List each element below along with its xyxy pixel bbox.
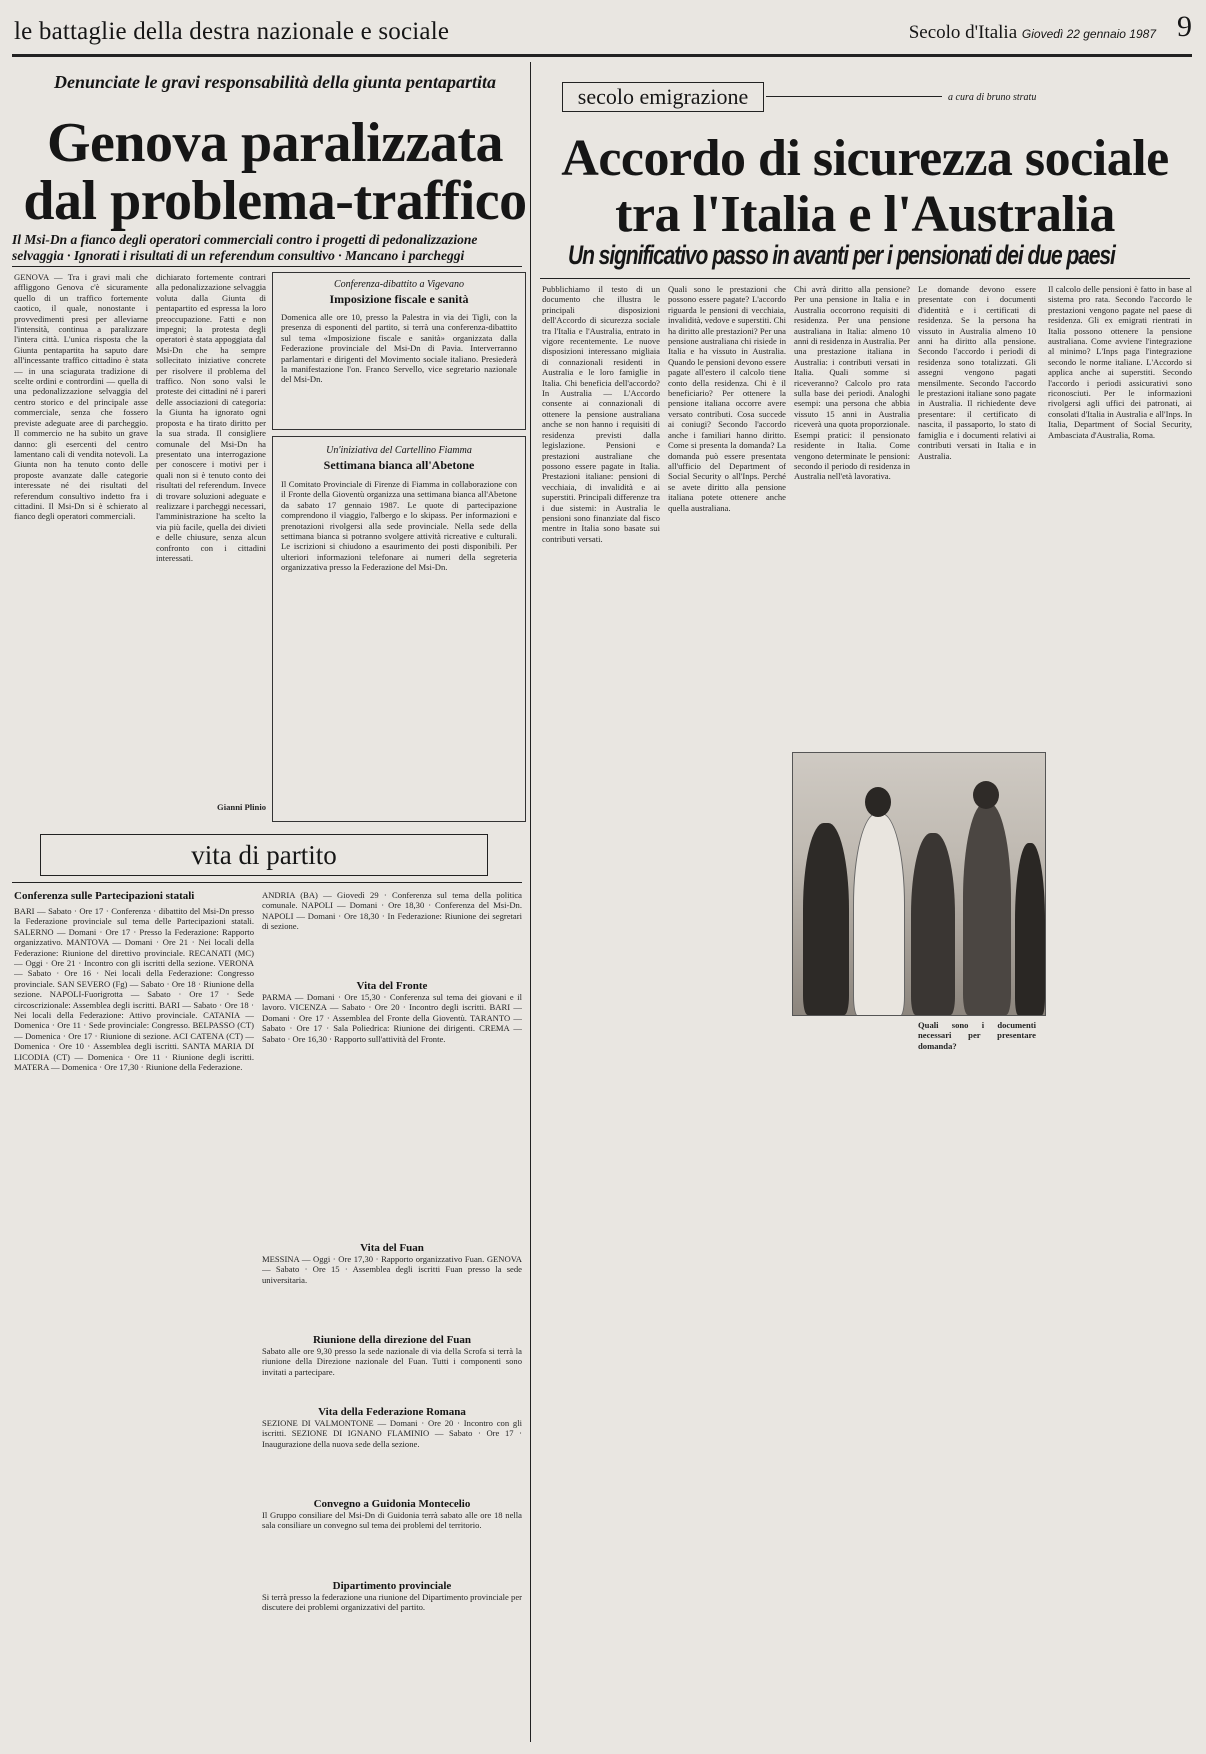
article-column-1: GENOVA — Tra i gravi mali che affliggono Genova c'è sicuramente quello di un traffico fortemente caotico, il quale, nonostante i provvedimenti presi per alleviarne l'intensità, continua a paralizzare l'intera città. L'unica risposta che la Giunta pentapartita ha saputo dare all'incessante traffico cittadino è stata — in una sciagurata tradizione di scelte ordini e contrordini — quella di una pedonalizzazione selvaggia del centro storico e del principale asse commerciale, senza che fossero previste adeguate aree di parcheggio. Il commercio ne ha subito un grave danno: gli esercenti del centro lamentano cali di vendita notevoli. La Giunta non ha tenuto conto delle proposte avanzate dalle categorie interessate né dei risultati del referendum consultivo indetto fra i cittadini. Il Msi-Dn si è schierato al fianco degli operatori commerciali.: [14, 272, 148, 522]
vita-column-1: [14, 890, 254, 1740]
section-editor: a cura di bruno stratu: [948, 92, 1037, 103]
issue-date: Giovedì 22 gennaio 1987: [1021, 27, 1156, 41]
photo-caption: Quali sono i documenti necessari per presentare domanda?: [918, 1020, 1036, 1051]
page-divider: [530, 62, 531, 1742]
box-settimana-body: Il Comitato Provinciale di Firenze di Fiamma in collaborazione con il Fronte della Gioventù organizza una settimana bianca all'Abetone da sabato 17 gennaio 1987. Le quote di partecipazione comprendono il viaggio, l'albergo e lo skipass. Per informazioni e prenotazioni rivolgersi alla sede provinciale. Nella sede della settimana bianca si potranno svolgere attività ricreative e culturali. Le iscrizioni si chiudono a esaurimento dei posti disponibili. Per ulteriori informazioni telefonare ai numeri della segreteria organizzativa presso la Federazione del Msi-Dn.: [281, 479, 517, 573]
vita-col2c: MESSINA — Oggi · Ore 17,30 · Rapporto organizzativo Fuan. GENOVA — Sabato · Ore 15 · Assemblea degli iscritti Fuan presso la sede universitaria.: [262, 1254, 522, 1285]
section-secolo-emigrazione: secolo emigrazione: [562, 82, 764, 112]
masthead-rule: [12, 54, 1192, 57]
box-conferenza-title: Imposizione fiscale e sanità: [329, 292, 469, 306]
vita-rule: [12, 882, 522, 883]
news-photo: [792, 752, 1046, 1016]
article-kicker: Denunciate le gravi responsabilità della giunta pentapartita: [53, 72, 497, 92]
box-settimana-title: Settimana bianca all'Abetone: [323, 458, 475, 472]
emigrazione-column-1: Pubblichiamo il testo di un documento che illustra le principali disposizioni dell'Accordo di sicurezza sociale tra l'Italia e l'Australia, entrato in vigore recentemente. Le nuove disposizioni interessano migliaia di connazionali residenti in Australia e le loro famiglie in Italia. Chi beneficia dell'accordo? In Australia — L'Accordo consente ai connazionali di ottenere la pensione australiana anche se non hanno i requisiti di residenza previsti dalla legislazione. Pensioni e prestazioni australiane che possono essere pagate in Italia. Prestazioni italiane: pensioni di vecchiaia, di invalidità e ai superstiti. Principali differenze tra i due sistemi: in Australia le pensioni sono finanziate dal fisco mentre in Italia sono basate sui contributi versati.: [542, 284, 660, 544]
section-rule: [766, 96, 942, 97]
article-headline-2: dal problema-traffico: [23, 170, 527, 232]
emigrazione-deck: Un significativo passo in avanti per i pensionati dei due paesi: [568, 240, 1115, 270]
vita-col1-body: BARI — Sabato · Ore 17 · Conferenza · dibattito del Msi-Dn presso la Federazione provinciale sul tema delle Partecipazioni statali. SALERNO — Domani · Ore 17 · Presso la Federazione: Rapporto organizzativo. MANTOVA — Domani · Ore 21 · Nei locali della Federazione: Riunione del direttivo provinciale. RECANATI (MC) — Oggi · Ore 21 · Incontro con gli iscritti della sezione. VERONA — Sabato · Ore 16 · Nei locali della Federazione: Congresso provinciale. SAN SEVERO (Fg) — Sabato · Ore 18 · Riunione della sezione. NAPOLI-Fuorigrotta — Sabato · Ore 17 · Sede circoscrizionale: Assemblea degli iscritti. BARI — Sabato · Ore 18 · Nei locali della Federazione: Attivo provinciale. CATANIA — Domenica · Ore 11 · Sede provinciale: Congresso. BELPASSO (CT) — Domenica · Ore 17 · Riunione di sezione. ACI CATENA (CT) — Domenica · Ore 10 · Assemblea degli iscritti. SANTA MARIA DI LICODIA (CT) — Domenica · Ore 11 · Riunione degli iscritti. MATERA — Domenica · Ore 17,30 · Riunione della Federazione.: [14, 906, 254, 1073]
vita-dipartimento-title: Dipartimento provinciale: [332, 1580, 452, 1592]
section-title: le battaglie della destra nazionale e sociale: [14, 18, 450, 45]
vita-col1-title: Conferenza sulle Partecipazioni statali: [14, 890, 195, 902]
emigrazione-headline-1: Accordo di sicurezza sociale: [561, 130, 1169, 187]
box-conferenza: [272, 272, 526, 430]
emigrazione-column-2: Quali sono le prestazioni che possono essere pagate? L'accordo riguarda le pensioni di vecchiaia, invalidità, vedove e superstiti. Chi ha diritto alle prestazioni? Per una pensione australiana chi risiede in Italia e ha vissuto in Australia. Quando le pensioni devono essere pagate all'estero il calcolo tiene conto della residenza. Chi è il beneficiario? Per ottenere la pensione italiana occorre avere versato contributi. Cosa succede ai coniugi? Secondo l'accordo anche i familiari hanno diritto. Come si presenta la domanda? La domanda può essere presentata all'ufficio del Department of Social Security o all'Inps. Perché se avete diritto alla pensione italiana potete ottenere anche quella australiana.: [668, 284, 786, 513]
box-settimana-bianca: [272, 436, 526, 822]
vita-col2b: PARMA — Domani · Ore 15,30 · Conferenza sul tema dei giovani e il lavoro. VICENZA — Sabato · Ore 20 · Incontro degli iscritti. BARI — Domani · Ore 17 · Assemblea del Fronte della Gioventù. TARANTO — Sabato · Ore 17 · Sala Poliedrica: Riunione dei dirigenti. CREMA — Sabato · Ore 16,30 · Rapporto sull'attività del Fronte.: [262, 992, 522, 1044]
article-column-2-wrap: [156, 272, 266, 820]
vita-guidonia-title: Convegno a Guidonia Montecelio: [313, 1498, 471, 1510]
vita-fronte-title: Vita del Fronte: [356, 980, 428, 992]
article-column-2: dichiarato fortemente contrari alla pedonalizzazione selvaggia voluta dalla Giunta di pentapartito ed espressa la loro preoccupazione. Fatti e non impegni; la protesta degli operatori è stata appoggiata dal Msi-Dn che ha sempre sollecitato iniziative concrete per risolvere il problema del traffico. Non sono valsi le proteste dei cittadini né i pareri delle associazioni di categoria: la Giunta ha ignorato ogni proposta e ha tirato diritto per la sua strada. Il consigliere comunale del Msi-Dn ha presentato una interrogazione per conoscere i motivi per i quali non si è tenuto conto dei risultati del referendum. Invece di trovare soluzioni adeguate e realizzare i parcheggi necessari, l'amministrazione ha scelto la via più facile, quella dei divieti e delle chiusure, senza alcun confronto con i cittadini interessati.: [156, 272, 266, 563]
emigrazione-headline-2: tra l'Italia e l'Australia: [615, 186, 1115, 243]
emigrazione-rule: [540, 278, 1190, 279]
emigrazione-column-4: Le domande devono essere presentate con i documenti d'identità e i certificati di residenza. Se la persona ha vissuto in Australia almeno 10 anni ha diritto alla pensione. Secondo l'accordo i periodi di residenza sono totalizzati. Gli assegni vengono pagati mensilmente. Secondo l'accordo le prestazioni italiane sono pagate in Australia. Il richiedente deve presentare: il certificato di nascita, il passaporto, lo stato di famiglia e i documenti relativi ai contributi versati in Italia e in Australia.: [918, 284, 1036, 461]
vita-fuan-title: Vita del Fuan: [360, 1242, 424, 1254]
vita-col2e: SEZIONE DI VALMONTONE — Domani · Ore 20 · Incontro con gli iscritti. SEZIONE DI IGNANO FLAMINIO — Sabato · Ore 17 · Inaugurazione della nuova sede della sezione.: [262, 1418, 522, 1449]
emigrazione-column-5: Il calcolo delle pensioni è fatto in base al sistema pro rata. Secondo l'accordo le prestazioni vengono pagate nel paese di residenza. Gli ex emigrati rientrati in Italia possono ottenere la pensione australiana. Come avviene l'integrazione al minimo? L'Inps paga l'integrazione secondo le norme italiane. L'Accordo si applica anche ai superstiti. Secondo l'accordo i periodi assicurativi sono riconosciuti. Per le informazioni rivolgersi agli uffici dei patronati, ai consolati d'Italia in Australia e all'Inps. In Italia, Department of Social Security, Ambasciata d'Australia, Roma.: [1048, 284, 1192, 440]
section-vita-di-partito: vita di partito: [40, 834, 488, 876]
article-byline: Gianni Plinio: [217, 802, 266, 812]
paper-name: Secolo d'Italia: [908, 22, 1018, 43]
box-conferenza-kicker: Conferenza-dibattito a Vigevano: [334, 279, 464, 290]
deck-rule: [12, 266, 522, 267]
box-settimana-kicker: Un'iniziativa del Cartellino Fiamma: [326, 445, 472, 456]
emigrazione-column-3-bottom: [794, 1020, 910, 1740]
article-headline-1: Genova paralizzata: [46, 112, 504, 174]
emigrazione-column-3-top: Chi avrà diritto alla pensione? Per una pensione in Italia e in Australia occorrono requisiti di residenza. Per una pensione australiana in Italia: almeno 10 anni di residenza in Australia. Per una prestazione italiana in Australia: i contributi versati in Italia. Quali somme si riceveranno? Calcolo pro rata sulla base dei periodi. Analoghi esempi: una persona che abbia vissuto 15 anni in Australia riceverà una quota proporzionale. Esempi pratici: il pensionato residente in Italia. Come vengono determinate le pensioni: secondo il periodo di residenza in Australia nell'età lavorativa.: [794, 284, 910, 482]
vita-column-2: [262, 890, 522, 1740]
vita-romana-title: Vita della Federazione Romana: [318, 1406, 466, 1418]
vita-col2a: ANDRIA (BA) — Giovedì 29 · Conferenza sul tema della politica comunale. NAPOLI — Domani · Ore 18,30 · Conferenza del Msi-Dn. NAPOLI — Domani · Ore 18,30 · In Federazione: Riunione dei segretari di sezione.: [262, 890, 522, 932]
vita-col2g: Si terrà presso la federazione una riunione del Dipartimento provinciale per discutere dei problemi organizzativi del partito.: [262, 1592, 522, 1613]
page-number: 9: [1177, 10, 1192, 43]
masthead-paper: [909, 22, 1156, 44]
emigrazione-column-4-bottom: [918, 1020, 1036, 1740]
vita-fuan-direzione-title: Riunione della direzione del Fuan: [312, 1334, 472, 1346]
article-deck: Il Msi-Dn a fianco degli operatori commerciali contro i progetti di pedonalizzazione selvaggia · Ignorati i risultati di un referendum consultivo · Mancano i parcheggi: [12, 232, 478, 263]
box-conferenza-body: Domenica alle ore 10, presso la Palestra in via dei Tigli, con la presenza di esponenti del partito, si terrà una conferenza-dibattito sul tema «Imposizione fiscale e sanità» organizzata dalla Federazione provinciale del Msi-Dn di Pavia. Interverranno parlamentari e dirigenti del Movimento sociale italiano. Presiederà la manifestazione l'on. Franco Servello, vice segretario nazionale del Msi-Dn.: [281, 312, 517, 385]
vita-col2d: Sabato alle ore 9,30 presso la sede nazionale di via della Scrofa si terrà la riunione della Direzione nazionale del Fuan. Tutti i componenti sono invitati a partecipare.: [262, 1346, 522, 1377]
vita-col2f: Il Gruppo consiliare del Msi-Dn di Guidonia terrà sabato alle ore 18 nella sala consiliare un convegno sul tema dei problemi del territorio.: [262, 1510, 522, 1531]
